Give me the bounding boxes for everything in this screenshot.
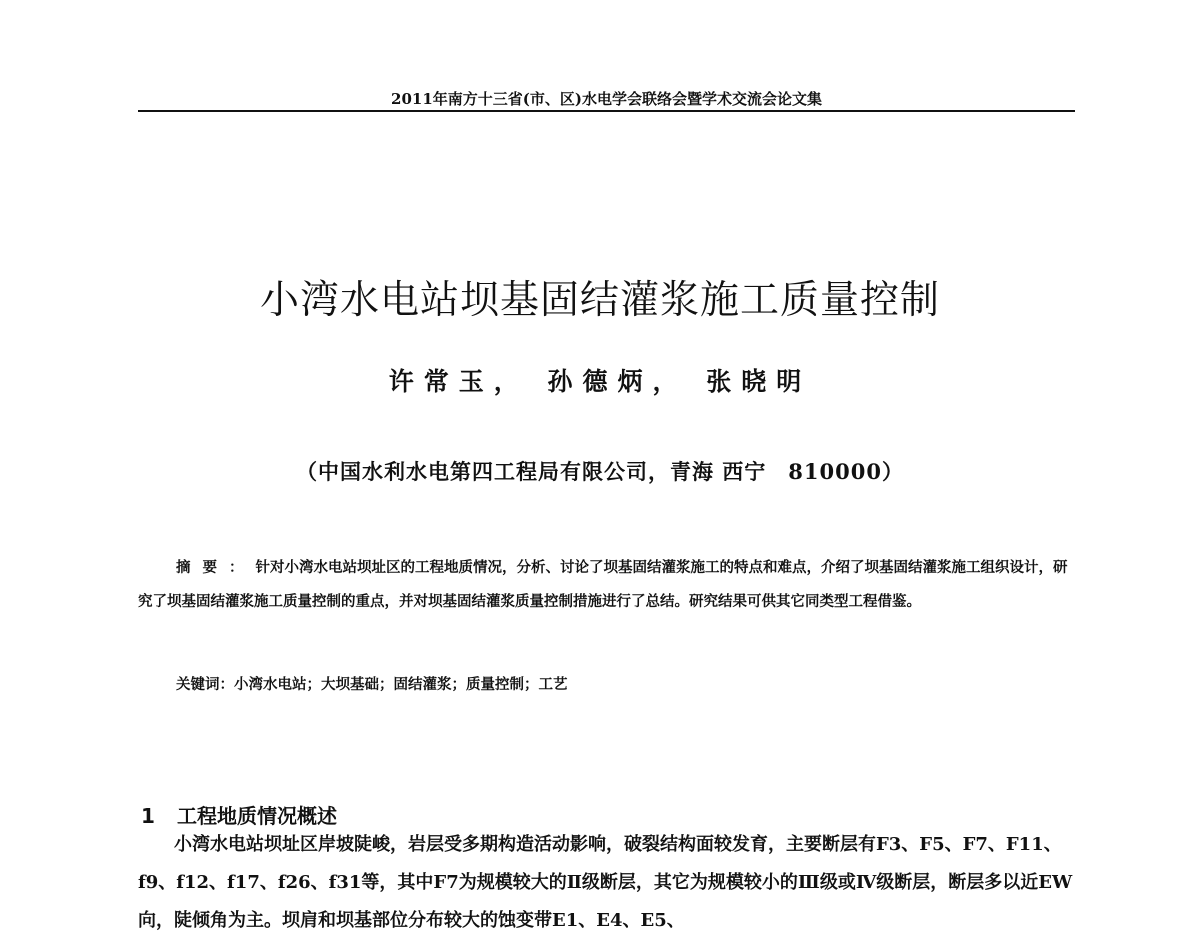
section-title: 工程地质情况概述: [177, 803, 337, 828]
abstract: [138, 551, 1075, 619]
section-number: 1: [141, 803, 155, 828]
keywords-label: 关键词：: [176, 676, 234, 693]
body-paragraph: 小湾水电站坝址区岸坡陡峻，岩层受多期构造活动影响，破裂结构面较发育，主要断层有F3、F5、F7、F11、f9、f12、f17、f26、f31等，其中F7为规模较大的Ⅱ级断层，其它为规模较小的Ⅲ级或Ⅳ级断层，断层多以近EW向，陡倾角为主。坝肩和坝基部位分布较大的蚀变带E1、E4、E5、: [138, 834, 1073, 931]
affiliation: （中国水利水电第四工程局有限公司，青海 西宁 810000）: [296, 459, 904, 484]
abstract-text: 针对小湾水电站坝址区的工程地质情况，分析、讨论了坝基固结灌浆施工的特点和难点，介绍了坝基固结灌浆施工组织设计，研究了坝基固结灌浆施工质量控制的重点，并对坝基固结灌浆质量控制措施进行了总结。研究结果可供其它同类型工程借鉴。: [138, 559, 1068, 610]
abstract-label: 摘要：: [176, 559, 256, 576]
paper-title: 小湾水电站坝基固结灌浆施工质量控制: [259, 278, 940, 324]
author-list: 许常玉， 孙德炳， 张晓明: [388, 367, 812, 396]
header-rule: [138, 110, 1075, 112]
section-heading: [141, 800, 337, 829]
keywords-text: 小湾水电站；大坝基础；固结灌浆；质量控制；工艺: [234, 676, 568, 693]
running-header: 2011年南方十三省(市、区)水电学会联络会暨学术交流会论文集: [391, 90, 822, 108]
keywords: [176, 673, 568, 694]
